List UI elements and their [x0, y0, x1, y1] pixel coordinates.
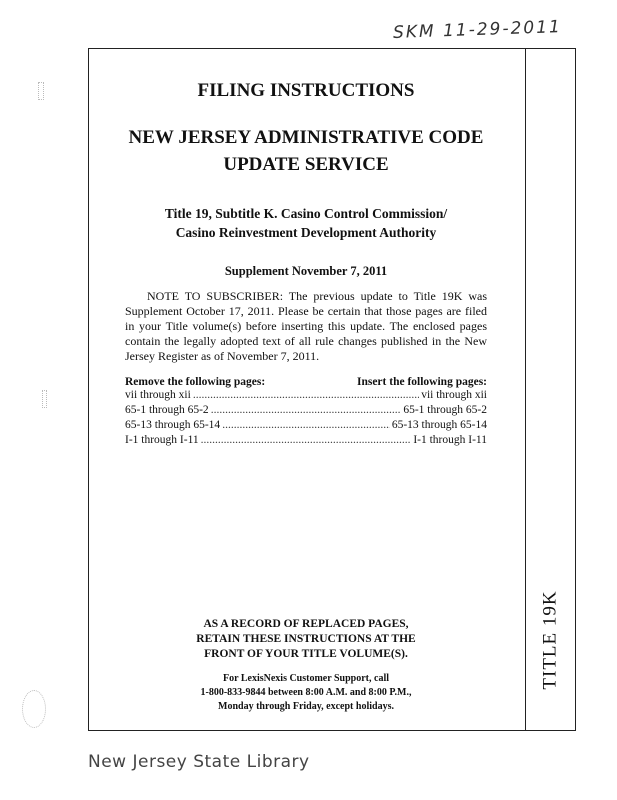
page-title: FILING INSTRUCTIONS: [197, 80, 415, 101]
supplement-date: Supplement November 7, 2011: [224, 264, 388, 278]
scan-artifact: [42, 390, 47, 408]
table-row: [125, 403, 487, 418]
record-line: AS A RECORD OF REPLACED PAGES,: [203, 618, 409, 630]
support-line: For LexisNexis Customer Support, call: [222, 673, 389, 684]
remove-pages: I-1 through I-11: [125, 434, 199, 446]
instructions-content: [125, 80, 487, 448]
insert-pages: vii through xii: [421, 389, 487, 401]
subscriber-note: NOTE TO SUBSCRIBER: The previous update to Title 19K was Supplement October 17, 2011. Please be certain that those pages are filed in your Title volume(s) before inserting this update. The enclosed pages contain the legally adopted text of all rule changes published in the New Jersey Register as of November 7, 2011.: [125, 289, 487, 363]
record-line: FRONT OF YOUR TITLE VOLUME(S).: [204, 648, 408, 660]
title-section-line: Casino Reinvestment Development Authority: [175, 225, 437, 240]
insert-pages: I-1 through I-11: [413, 434, 487, 446]
side-tab-label: TITLE 19K: [540, 590, 562, 690]
support-line: Monday through Friday, except holidays.: [218, 701, 394, 712]
remove-header: Remove the following pages:: [125, 376, 266, 388]
support-line: 1-800-833-9844 between 8:00 A.M. and 8:00 P.M.,: [200, 687, 412, 698]
insert-pages: 65-1 through 65-2: [403, 404, 487, 416]
library-stamp: New Jersey State Library: [88, 752, 310, 772]
table-row: [125, 433, 487, 448]
remove-pages: 65-1 through 65-2: [125, 404, 209, 416]
code-title: [125, 124, 487, 178]
dot-leader: [193, 388, 419, 403]
dot-leader: [211, 403, 402, 418]
pages-header: [125, 376, 487, 388]
hole-punch-mark: [22, 690, 46, 728]
title-section: [125, 204, 487, 242]
title-section-line: Title 19, Subtitle K. Casino Control Commission/: [164, 206, 448, 221]
table-row: [125, 388, 487, 403]
code-title-line: NEW JERSEY ADMINISTRATIVE CODE: [128, 127, 484, 148]
support-info: [125, 672, 487, 714]
record-line: RETAIN THESE INSTRUCTIONS AT THE: [196, 633, 416, 645]
insert-pages: 65-13 through 65-14: [391, 419, 487, 431]
scan-artifact: [38, 82, 44, 100]
insert-header: Insert the following pages:: [356, 376, 487, 388]
side-tab: [527, 590, 575, 690]
table-row: [125, 418, 487, 433]
dot-leader: [222, 418, 390, 433]
remove-pages: 65-13 through 65-14: [125, 419, 221, 431]
footer-notice: [125, 617, 487, 714]
side-divider: [525, 48, 526, 731]
pages-table: [125, 376, 487, 448]
dot-leader: [201, 433, 412, 448]
remove-pages: vii through xii: [125, 389, 191, 401]
handwritten-note: SKM 11-29-2011: [392, 17, 563, 43]
record-notice: [125, 617, 487, 662]
code-title-line: UPDATE SERVICE: [223, 154, 389, 175]
